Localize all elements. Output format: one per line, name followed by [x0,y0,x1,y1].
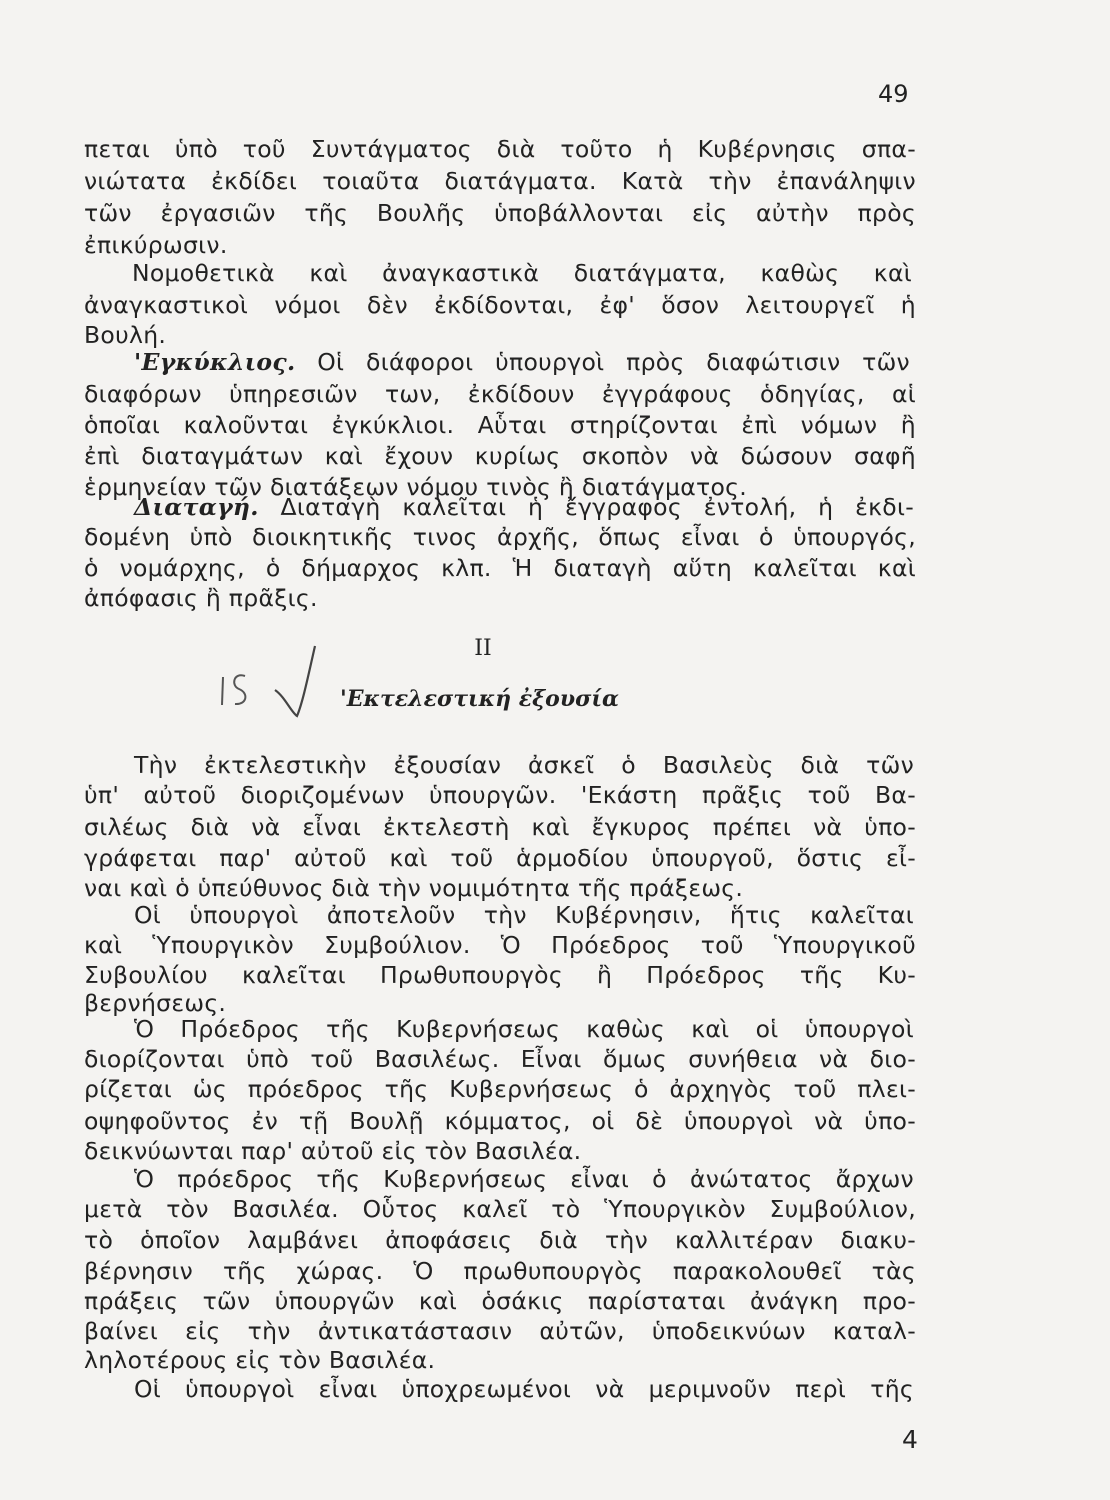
footer-signature-number: 4 [902,1425,918,1454]
text-line: ρίζεται ὡς πρόεδρος τῆς Κυβερνήσεως ὁ ἀρχηγὸς τοῦ πλει- [84,1075,916,1103]
text-line: πράξεις τῶν ὑπουργῶν καὶ ὁσάκις παρίσταται ἀνάγκη προ- [84,1287,916,1315]
text-line: ὁ νομάρχης, ὁ δήμαρχος κλπ. Ἡ διαταγὴ αὕτη καλεῖται καὶ [84,554,916,582]
text-line: ὑπ' αὐτοῦ διοριζομένων ὑπουργῶν. 'Εκάστη πρᾶξις τοῦ Βα- [84,781,916,809]
text-line: βαίνει εἰς τὴν ἀντικατάστασιν αὐτῶν, ὑποδεικνύων καταλ- [84,1317,916,1345]
text-line: τῶν ἐργασιῶν τῆς Βουλῆς ὑποβάλλονται εἰς αὐτὴν πρὸς [84,199,916,227]
term-egkyklios: 'Εγκύκλιος. [134,348,296,376]
text-line: Τὴν ἐκτελεστικὴν ἐξουσίαν ἀσκεῖ ὁ Βασιλεὺς διὰ τῶν [134,751,914,779]
text-line: οψηφοῦντος ἐν τῇ Βουλῇ κόμματος, οἱ δὲ ὑπουργοὶ νὰ ὑπο- [84,1107,916,1135]
text-line: τὸ ὁποῖον λαμβάνει ἀποφάσεις διὰ τὴν καλλιτέραν διακυ- [84,1226,916,1254]
text-line: γράφεται παρ' αὐτοῦ καὶ τοῦ ἁρμοδίου ὑπουργοῦ, ὅστις εἶ- [84,844,916,872]
text-line: Ὁ Πρόεδρος τῆς Κυβερνήσεως καθὼς καὶ οἱ ὑπουργοὶ [134,1015,914,1043]
text-line: ναι καὶ ὁ ὑπεύθυνος διὰ τὴν νομιμότητα τῆς πράξεως. [84,874,744,902]
text-line: διορίζονται ὑπὸ τοῦ Βασιλέως. Εἶναι ὅμως συνήθεια νὰ διο- [84,1045,916,1073]
text-line: καὶ Ὑπουργικὸν Συμβούλιον. Ὁ Πρόεδρος τοῦ Ὑπουργικοῦ [84,931,916,959]
text-line: σιλέως διὰ νὰ εἶναι ἐκτελεστὴ καὶ ἔγκυρος πρέπει νὰ ὑπο- [84,813,916,841]
text-line: Βουλή. [84,321,167,349]
handwritten-annotation [205,642,335,726]
text-line: ἑρμηνείαν τῶν διατάξεων νόμου τινὸς ἢ διατάγματος. [84,473,748,501]
text-line: μετὰ τὸν Βασιλέα. Οὗτος καλεῖ τὸ Ὑπουργικὸν Συμβούλιον, [84,1195,916,1223]
text-line: δεικνύωνται παρ' αὐτοῦ εἰς τὸν Βασιλέα. [84,1137,582,1165]
text-line: ληλοτέρους εἰς τὸν Βασιλέα. [84,1346,436,1374]
text-line: ἐπικύρωσιν. [84,231,228,259]
text-line: Οἱ ὑπουργοὶ εἶναι ὑποχρεωμένοι νὰ μεριμνοῦν περὶ τῆς [134,1375,914,1403]
text-line: Νομοθετικὰ καὶ ἀναγκαστικὰ διατάγματα, καθὼς καὶ [132,259,912,287]
term-diatagi: Διαταγή. [134,493,259,521]
text-line: Συβουλίου καλεῖται Πρωθυπουργὸς ἢ Πρόεδρος τῆς Κυ- [84,961,916,989]
text-line: Οἱ ὑπουργοὶ ἀποτελοῦν τὴν Κυβέρνησιν, ἥτις καλεῖται [134,901,914,929]
text-line: ἀναγκαστικοὶ νόμοι δὲν ἐκδίδονται, ἐφ' ὅσον λειτουργεῖ ἡ [84,291,916,319]
text-line-rest: Διαταγὴ καλεῖται ἡ ἔγγραφος ἐντολή, ἡ ἐκδι- [280,493,914,521]
text-line: πεται ὑπὸ τοῦ Συντάγματος διὰ τοῦτο ἡ Κυβέρνησις σπα- [84,135,916,163]
text-line: ὁποῖαι καλοῦνται ἐγκύκλιοι. Αὗται στηρίζονται ἐπὶ νόμων ἢ [84,411,916,439]
text-line: νιώτατα ἐκδίδει τοιαῦτα διατάγματα. Κατὰ τὴν ἐπανάληψιν [84,167,916,195]
text-line: βερνήσεως. [84,989,227,1017]
text-line-rest: Οἱ διάφοροι ὑπουργοὶ πρὸς διαφώτισιν τῶν [317,348,910,376]
page-number: 49 [878,80,909,108]
text-line: ἐπὶ διαταγμάτων καὶ ἔχουν κυρίως σκοπὸν νὰ δώσουν σαφῆ [84,442,916,470]
text-line-with-term [134,492,914,523]
section-title: 'Εκτελεστική ἐξουσία [340,686,619,712]
text-line: ἀπόφασις ἢ πρᾶξις. [84,584,318,612]
text-line: δομένη ὑπὸ διοικητικῆς τινος ἀρχῆς, ὅπως εἶναι ὁ ὑπουργός, [84,523,916,551]
text-line: διαφόρων ὑπηρεσιῶν των, ἐκδίδουν ἐγγράφους ὁδηγίας, αἱ [84,380,916,408]
text-line-with-term [134,347,910,378]
text-line: Ὁ πρόεδρος τῆς Κυβερνήσεως εἶναι ὁ ἀνώτατος ἄρχων [134,1165,914,1193]
section-number: II [474,636,492,661]
text-line: βέρνησιν τῆς χώρας. Ὁ πρωθυπουργὸς παρακολουθεῖ τὰς [84,1257,916,1285]
